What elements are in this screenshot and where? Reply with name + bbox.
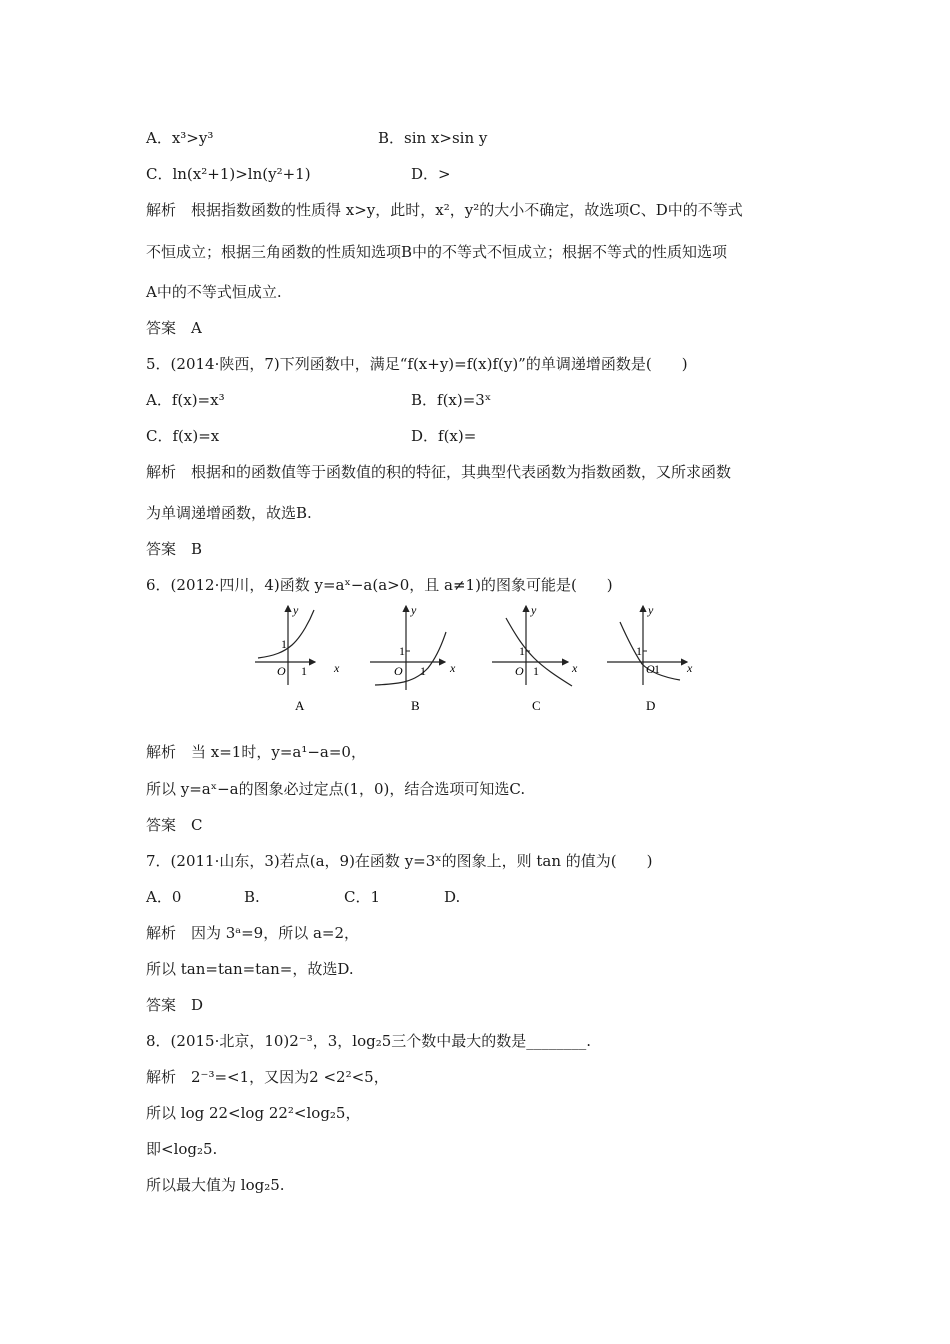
q5-option-a: A．f(x)=x³	[146, 391, 225, 409]
q7-option-a: A．0	[146, 888, 182, 906]
q4-analysis-line-3: A中的不等式恒成立.	[146, 283, 282, 301]
graph-a-caption: A	[295, 698, 305, 713]
graph-c-y-tick-one: 1	[519, 644, 525, 658]
q8-analysis-line-2: 所以 log 22<log 22²<log₂5，	[146, 1104, 361, 1122]
graph-a-x-tick-one: 1	[301, 664, 307, 678]
q4-option-b: B．sin x>sin y	[378, 129, 488, 147]
graph-a-y-tick-one: 1	[281, 637, 287, 651]
q6-analysis-line-2: 所以 y=aˣ−a的图象必过定点(1，0)，结合选项可知选C.	[146, 780, 526, 798]
q7-option-b: B.	[244, 888, 260, 906]
q5-answer: 答案 B	[146, 540, 203, 558]
graph-d-y-label: y	[648, 603, 654, 617]
q5-option-d: D．f(x)=	[411, 427, 477, 445]
graph-d-origin: O	[646, 662, 655, 676]
q4-analysis-line-1: 解析 根据指数函数的性质得 x>y，此时，x²，y²的大小不确定，故选项C、D中的不等式	[146, 201, 743, 219]
q7-stem: 7．(2011·山东，3)若点(a，9)在函数 y=3ˣ的图象上，则 tan 的值为( )	[146, 852, 653, 870]
q7-option-c: C．1	[344, 888, 381, 906]
q7-option-d: D.	[444, 888, 461, 906]
q6-answer: 答案 C	[146, 816, 203, 834]
graph-c	[492, 603, 578, 713]
graph-d	[607, 603, 693, 713]
graph-b-origin: O	[394, 664, 403, 678]
graph-d-caption: D	[646, 698, 656, 713]
q8-analysis-line-3: 即<log₂5.	[146, 1140, 218, 1158]
q6-analysis-line-1: 解析 当 x=1时，y=a¹−a=0，	[146, 743, 366, 761]
graph-b-curve	[375, 632, 446, 685]
q5-analysis-line-2: 为单调递增函数，故选B.	[146, 504, 312, 522]
q4-answer: 答案 A	[146, 319, 202, 337]
graph-a-x-label: x	[334, 661, 340, 675]
q5-option-c: C．f(x)=x	[146, 427, 220, 445]
graph-b-x-tick-one: 1	[420, 664, 426, 678]
graph-b-y-tick-one: 1	[399, 644, 405, 658]
q6-stem: 6．(2012·四川，4)函数 y=aˣ−a(a>0，且 a≠1)的图象可能是( )	[146, 576, 613, 594]
graph-b-x-label: x	[450, 661, 456, 675]
q4-analysis-line-2: 不恒成立；根据三角函数的性质知选项B中的不等式不恒成立；根据不等式的性质知选项	[146, 243, 728, 261]
q4-option-c: C．ln(x²+1)>ln(y²+1)	[146, 165, 311, 183]
q5-option-b: B．f(x)=3ˣ	[411, 391, 492, 409]
graph-b	[370, 603, 456, 713]
graph-c-caption: C	[532, 698, 541, 713]
graph-a-origin: O	[277, 664, 286, 678]
q8-analysis-line-4: 所以最大值为 log₂5.	[146, 1176, 285, 1194]
graph-c-x-label: x	[572, 661, 578, 675]
q4-option-d: D．>	[411, 165, 451, 183]
q6-graphs-svg	[250, 600, 700, 720]
q8-analysis-line-1: 解析 2⁻³=<1，又因为2 <2²<5，	[146, 1068, 389, 1086]
graph-b-y-label: y	[411, 603, 417, 617]
q5-stem: 5．(2014·陕西，7)下列函数中，满足“f(x+y)=f(x)f(y)”的单调递增函数是( )	[146, 355, 688, 373]
graph-d-y-tick-one: 1	[636, 644, 642, 658]
q7-answer: 答案 D	[146, 996, 204, 1014]
graph-c-origin: O	[515, 664, 524, 678]
q7-analysis-line-2: 所以 tan=tan=tan=，故选D.	[146, 960, 354, 978]
q7-analysis-line-1: 解析 因为 3ᵃ=9，所以 a=2，	[146, 924, 360, 942]
graph-a	[255, 603, 340, 713]
graph-d-x-tick-one: 1	[654, 662, 660, 676]
q6-graph-options	[250, 600, 700, 720]
graph-c-y-label: y	[531, 603, 537, 617]
graph-a-y-label: y	[293, 603, 299, 617]
graph-b-caption: B	[411, 698, 420, 713]
graph-d-x-label: x	[687, 661, 693, 675]
q8-stem: 8．(2015·北京，10)2⁻³，3，log₂5三个数中最大的数是________.	[146, 1032, 592, 1050]
graph-c-x-tick-one: 1	[533, 664, 539, 678]
q5-analysis-line-1: 解析 根据和的函数值等于函数值的积的特征，其典型代表函数为指数函数，又所求函数	[146, 463, 732, 481]
q4-option-a: A．x³>y³	[146, 129, 214, 147]
